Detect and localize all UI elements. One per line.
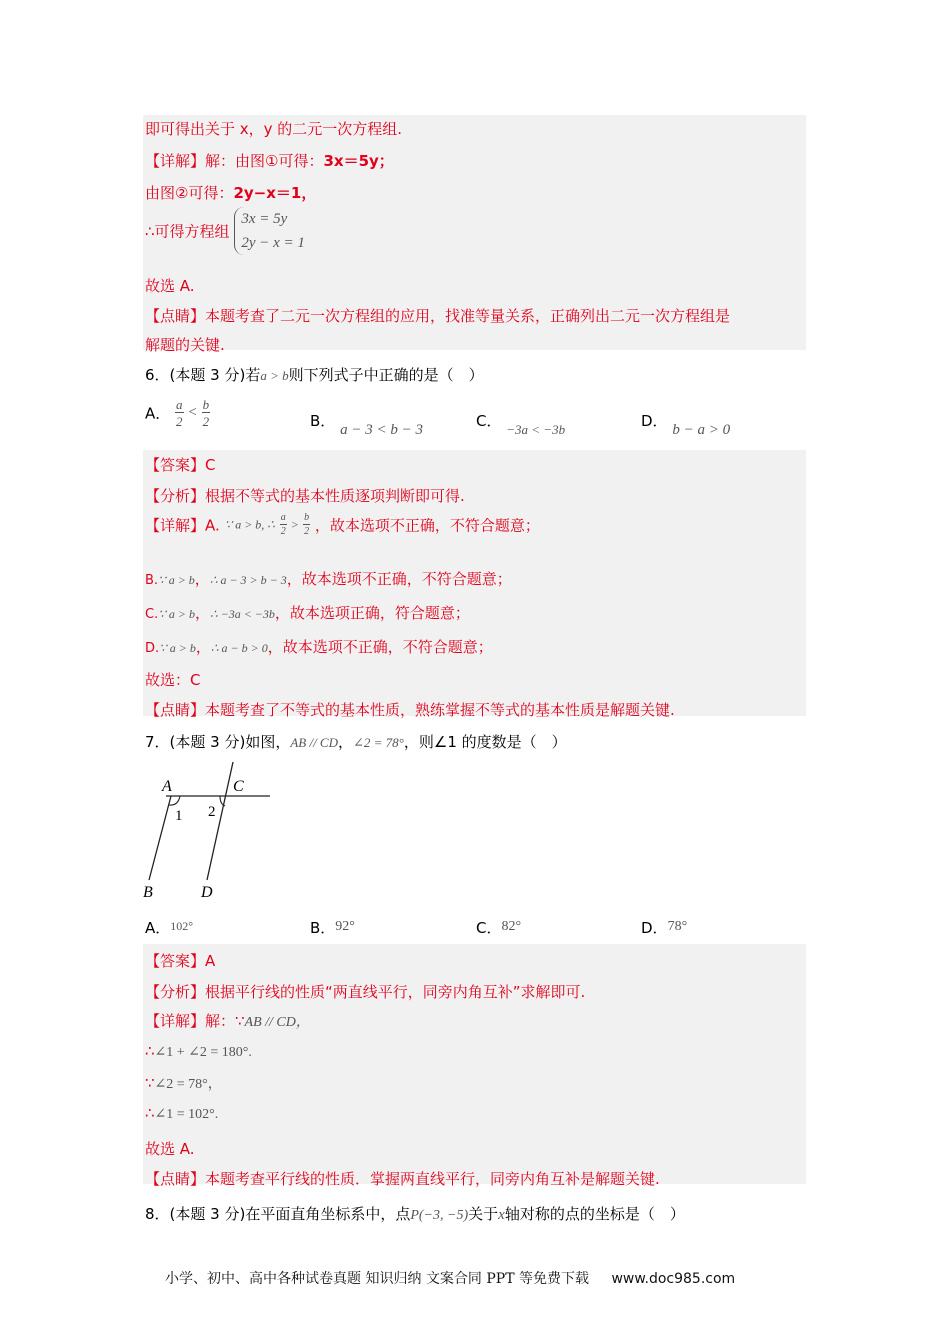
q6-detail-b-suffix: ，故本选项不正确，不符合题意； (286, 570, 512, 588)
q5-conclusion: 故选 A. (145, 277, 195, 295)
q6-detail-c-math1: ∵ a > b (158, 607, 195, 621)
q6-detail-c: C.∵ a > b，∴ −3a < −3b，故本选项正确，符合题意； (145, 604, 470, 622)
q6-detail-c-suffix: ，故本选项正确，符合题意； (274, 604, 470, 622)
q6-detail-d: D.∵ a > b，∴ a − b > 0，故本选项不正确，不符合题意； (145, 638, 493, 656)
q7-label-c: C (233, 778, 244, 795)
q5-comment-tag: 【点睛】 (145, 307, 206, 325)
q5-comment-line2: 解题的关键. (145, 336, 225, 354)
footer-site-link[interactable]: www.doc985.com (611, 1271, 736, 1287)
q6-option-d-expr: b − a > 0 (672, 422, 731, 438)
q7-analysis: 【分析】根据平行线的性质“两直线平行，同旁内角互补”求解即可. (145, 983, 586, 1001)
q7-detail (145, 1010, 310, 1031)
q7-label-1: 1 (175, 808, 183, 824)
q8-stem (145, 1203, 685, 1224)
q5-line3-text: 由图②可得： (145, 184, 234, 202)
q8-stem-mid: 关于 (468, 1205, 499, 1223)
q8-stem-prefix: 8．(本题 3 分)在平面直角坐标系中，点 (145, 1205, 411, 1223)
q5-eq1: 3x＝5y； (323, 152, 394, 170)
q7-answer: 【答案】A (145, 952, 216, 970)
q7-stem-prefix: 7．(本题 3 分)如图， (145, 733, 291, 751)
q6-option-b-expr: a − 3 < b − 3 (340, 422, 423, 438)
q7-option-c-value: 82° (501, 919, 522, 934)
q7-label-d: D (201, 884, 213, 901)
q7-figure (140, 758, 280, 903)
q5-eq2: 2y−x＝1， (233, 184, 317, 202)
q7-option-d-value: 78° (667, 919, 688, 934)
q7-label-b: B (143, 884, 153, 901)
q6-option-c-letter: C． (476, 412, 502, 430)
q7-stem-suffix: ，则∠1 的度数是（ ） (403, 733, 567, 751)
q6-comment: 【点睛】本题考查了不等式的基本性质，熟练掌握不等式的基本性质是解题关键. (145, 701, 675, 719)
q6-detail-a-rel: > (291, 517, 299, 532)
q6-option-c-expr: −3a < −3b (506, 422, 566, 437)
q6-detail-d-suffix: ，故本选项不正确，不符合题意； (267, 638, 493, 656)
q7-step2 (145, 1073, 222, 1093)
solution-block-q7 (143, 944, 806, 1184)
q6-stem (145, 364, 484, 385)
q6-option-c[interactable] (476, 410, 566, 437)
q7-option-b-letter: B． (310, 919, 336, 937)
q7-option-b[interactable] (310, 914, 355, 935)
q6-detail-a-frac2: $\frac{b}{2}$ (304, 512, 310, 537)
q6-option-a-rel: < (188, 404, 197, 421)
q7-step1 (145, 1042, 252, 1061)
q7-detail-prefix: 【详解】解：∵ (145, 1012, 245, 1030)
q5-equation-system (234, 207, 305, 255)
q7-label-2: 2 (208, 804, 216, 820)
q6-stem-prefix: 6．(本题 3 分)若 (145, 366, 261, 384)
q8-stem-point: P(−3, −5) (410, 1208, 469, 1223)
q7-comment: 【点睛】本题考查平行线的性质．掌握两直线平行，同旁内角互补是解题关键. (145, 1170, 660, 1188)
q6-option-a-frac1: $\frac{a}{2}$ (176, 397, 183, 429)
q5-line3 (145, 182, 316, 203)
q7-option-c[interactable] (476, 914, 521, 935)
q7-option-a-letter: A． (145, 919, 171, 937)
q6-stem-cond: a > b (260, 368, 289, 383)
q5-detail-tag: 【详解】 (145, 152, 206, 170)
q7-step3-sym: ∴ (145, 1104, 155, 1122)
q6-detail-c-math2: ∴ −3a < −3b (209, 607, 275, 621)
q8-stem-axis: x (498, 1207, 505, 1223)
q7-stem: 7．(本题 3 分)如图，AB // CD，∠2 = 78°，则∠1 的度数是（ ） (145, 733, 567, 751)
q6-detail-b-math1: ∵ a > b (158, 573, 195, 587)
q7-detail-math: AB // CD， (244, 1015, 310, 1030)
q5-detail-line (145, 150, 394, 171)
q7-stem-math1: AB // CD (290, 735, 338, 750)
q6-detail-a (145, 513, 540, 537)
q6-answer: 【答案】C (145, 456, 216, 474)
q7-step3 (145, 1104, 218, 1123)
q7-option-a[interactable] (145, 914, 193, 935)
q6-stem-suffix: 则下列式子中正确的是（ ） (288, 366, 484, 384)
q6-analysis: 【分析】根据不等式的基本性质逐项判断即可得. (145, 487, 465, 505)
q6-detail-b-math2: ∴ a − 3 > b − 3 (209, 573, 287, 587)
q5-system-intro: ∴可得方程组 (145, 222, 230, 241)
q6-detail-a-prefix: 【详解】A. (145, 516, 220, 535)
q7-step2-math: ∠2 = 78°， (154, 1077, 222, 1092)
q6-detail-d-math2: ∴ a − b > 0 (210, 641, 268, 655)
q6-option-a-letter: A． (145, 404, 171, 423)
q6-detail-a-suffix: ，故本选项不正确，不符合题意； (314, 516, 540, 535)
q5-comment-text: 本题考查了二元一次方程组的应用，找准等量关系，正确列出二元一次方程组是 (205, 307, 731, 325)
q6-detail-b-prefix: B. (145, 573, 159, 588)
q7-option-a-value: 102° (170, 919, 194, 933)
q8-stem-suffix: 轴对称的点的坐标是（ ） (504, 1205, 685, 1223)
q6-conclusion: 故选：C (145, 671, 201, 689)
q7-step1-sym: ∴ (145, 1042, 155, 1060)
q7-conclusion: 故选 A. (145, 1140, 195, 1158)
q7-option-c-letter: C． (476, 919, 502, 937)
q7-stem-math2: ∠2 = 78° (353, 735, 404, 750)
q7-step2-sym: ∵ (145, 1074, 155, 1092)
q5-system-row2: 2y − x = 1 (241, 235, 305, 251)
q6-detail-d-math1: ∵ a > b (159, 641, 196, 655)
q6-option-d[interactable] (641, 410, 731, 438)
q7-step1-math: ∠1 + ∠2 = 180°. (154, 1045, 252, 1060)
q6-detail-a-math: ∵ a > b, ∴ (224, 517, 275, 532)
q7-option-b-value: 92° (335, 919, 355, 934)
q6-option-a[interactable] (145, 398, 210, 428)
q6-detail-a-frac1: $\frac{a}{2}$ (280, 512, 286, 537)
q6-option-b-letter: B． (310, 412, 336, 430)
q5-system (145, 207, 305, 255)
q6-detail-d-prefix: D. (145, 641, 160, 656)
q6-option-d-letter: D． (641, 412, 668, 430)
footer-text: 小学、初中、高中各种试卷真题 知识归纳 文案合同 PPT 等免费下载 (165, 1271, 589, 1287)
q5-system-row1: 3x = 5y (241, 211, 288, 227)
q7-step3-math: ∠1 = 102°. (154, 1107, 219, 1122)
q5-detail-text: 解：由图①可得： (205, 152, 324, 170)
q6-option-a-frac2: $\frac{b}{2}$ (202, 397, 210, 429)
q6-option-b[interactable] (310, 410, 423, 438)
page-footer (165, 1268, 735, 1288)
q6-detail-b: B.∵ a > b，∴ a − 3 > b − 3，故本选项不正确，不符合题意； (145, 570, 512, 588)
q7-line-ab (149, 796, 171, 880)
q5-comment-line1 (145, 305, 730, 326)
q6-detail-c-prefix: C. (145, 607, 159, 622)
q7-label-a: A (162, 778, 172, 795)
q7-option-d-letter: D． (641, 919, 668, 937)
q7-line-cd (207, 762, 233, 880)
q7-option-d[interactable] (641, 914, 687, 935)
q5-analysis-tail: 即可得出关于 x，y 的二元一次方程组. (145, 120, 403, 138)
